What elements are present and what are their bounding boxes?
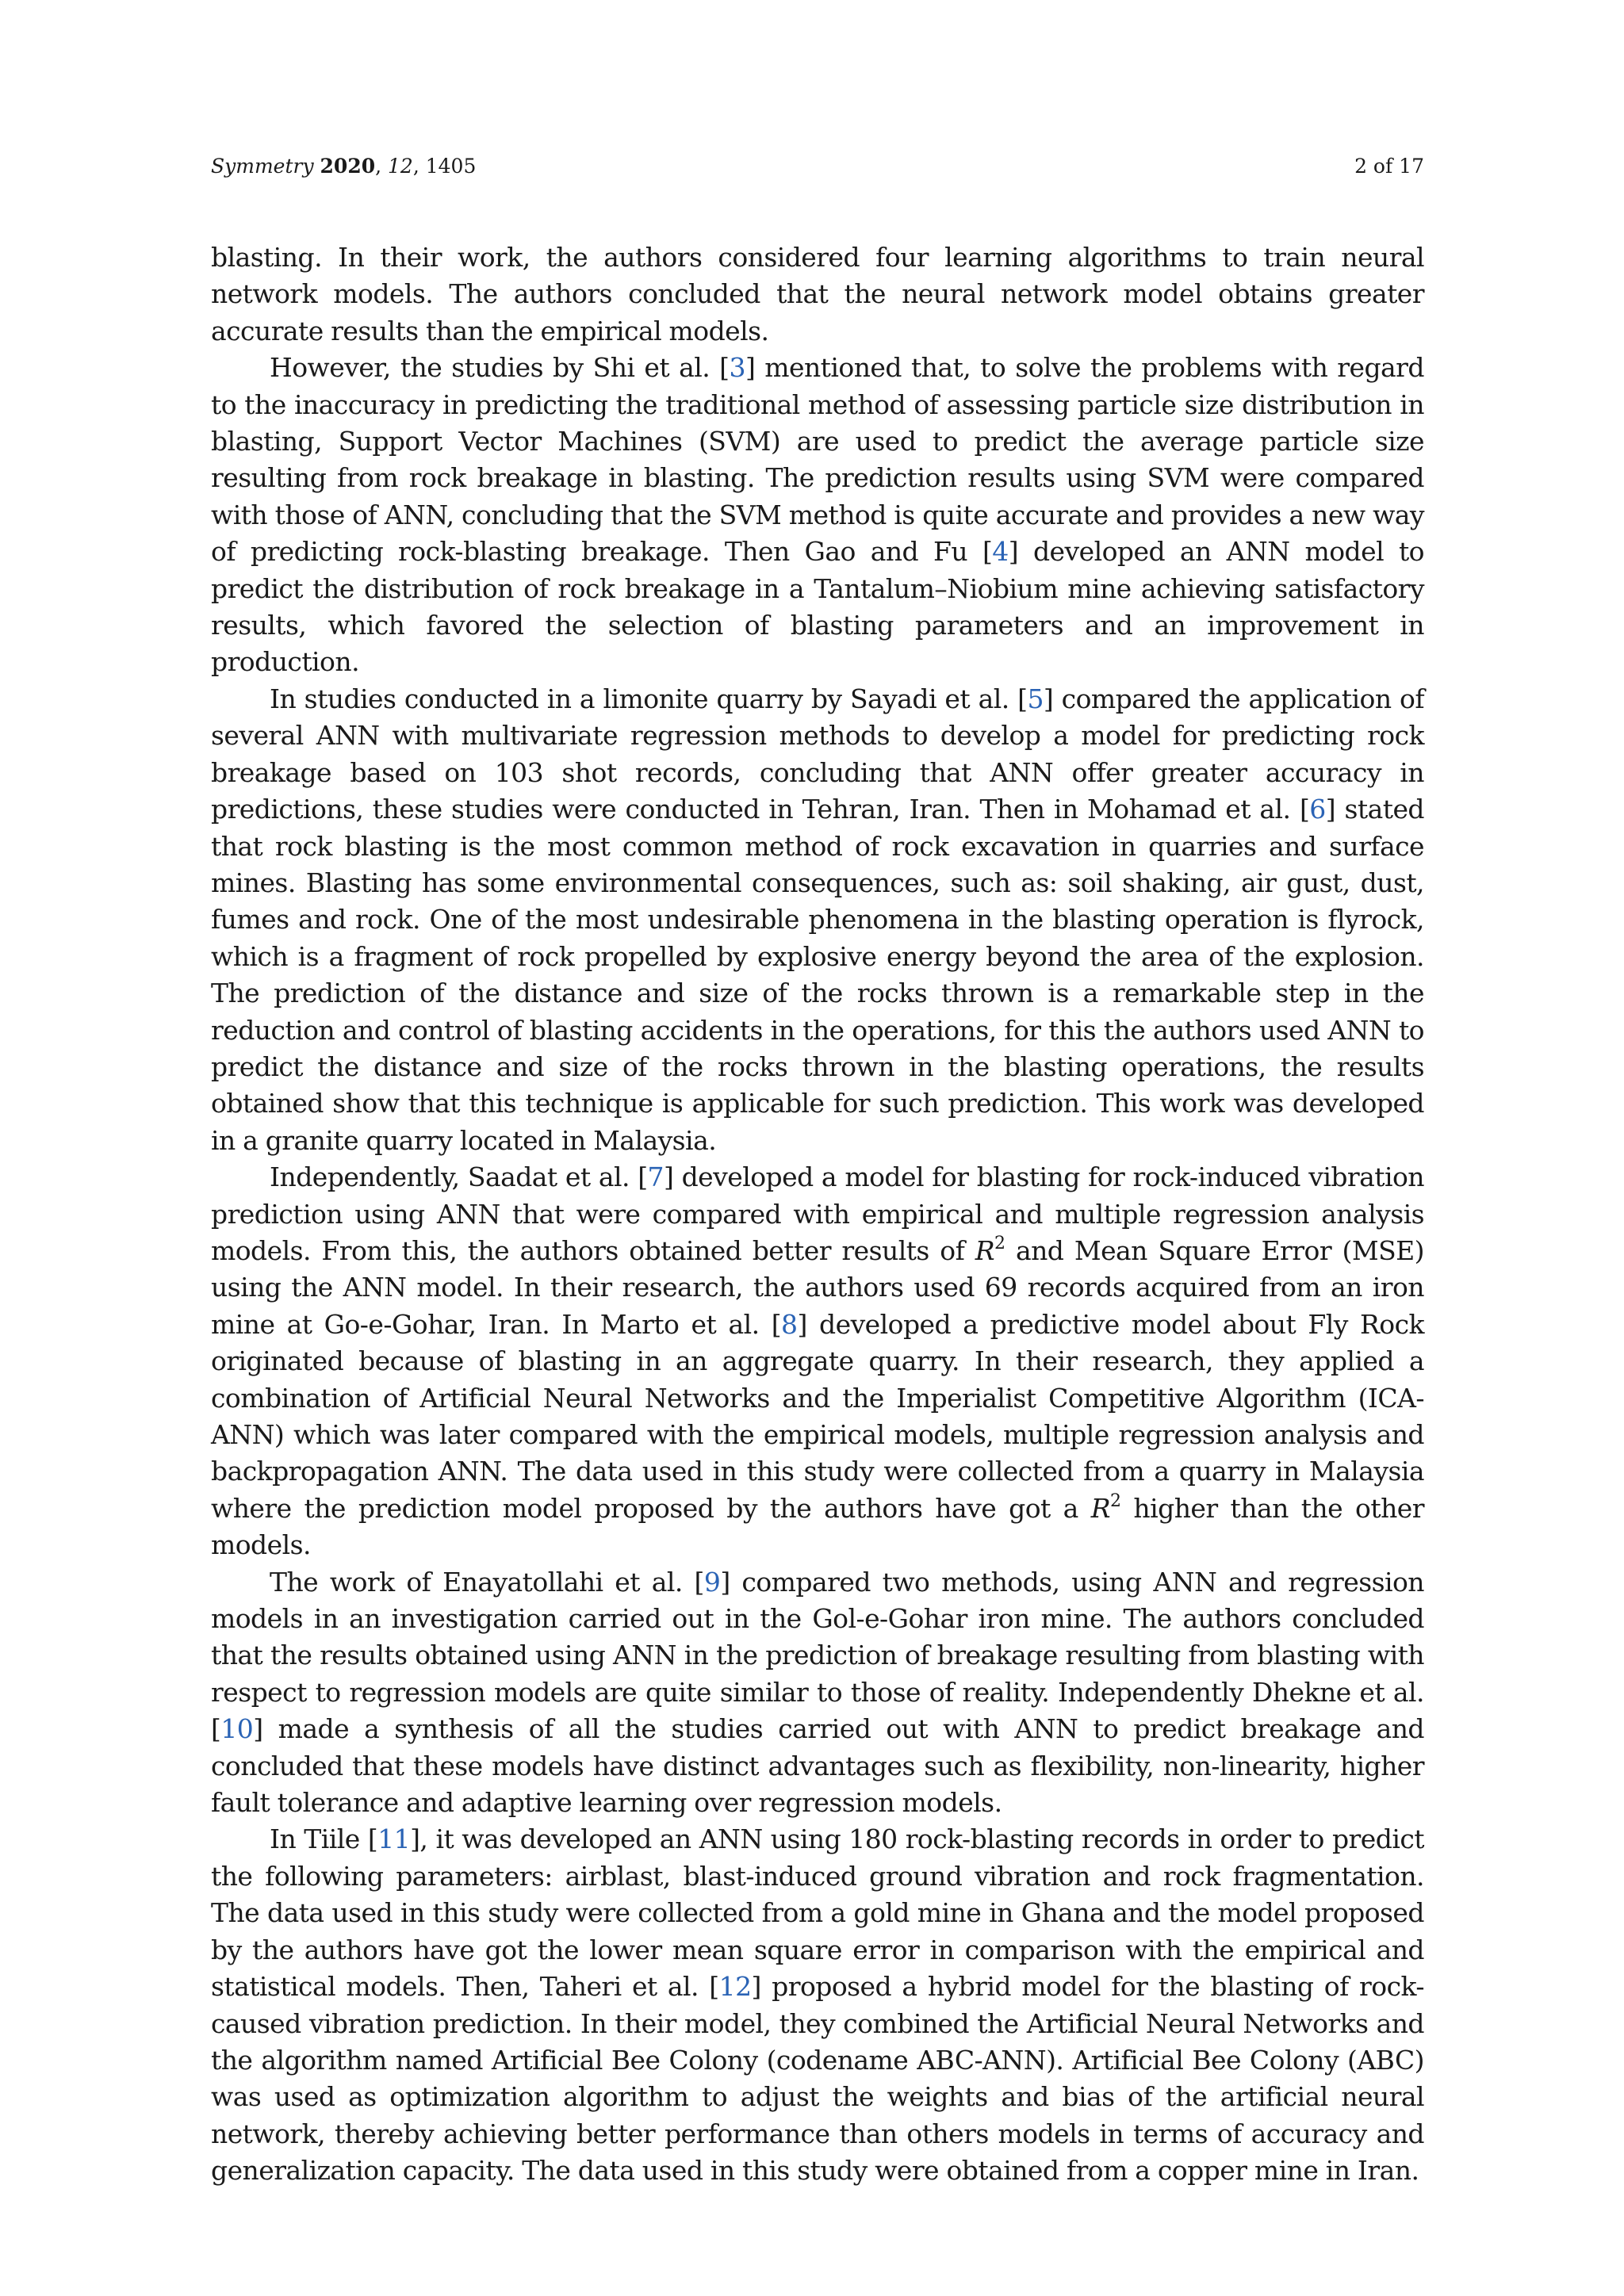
journal-name: Symmetry: [211, 155, 314, 178]
paragraph-3: [211, 681, 1424, 1159]
paragraph-text: ], it was developed an ANN using 180 rock-blasting records in order to predict the following parameters: airblast, blast-induced ground vibration and rock fragmentation. The data used in this study were collected from a gold mine in Ghana and the model proposed by the authors have got the lower mean square error in comparison with the empirical and statistical models. Then, Taheri et al. [: [211, 1823, 1424, 2003]
paragraph-4: [211, 1159, 1424, 1563]
paragraph-text: higher than the other models.: [211, 1492, 1424, 1561]
paragraph-1: [211, 239, 1424, 350]
paragraph-text: ] developed a model for blasting for rock-induced vibration prediction using ANN that were compared with empirical and multiple regression analysis models. From this, the authors obtained better results of: [211, 1161, 1424, 1266]
citation-link[interactable]: 9: [703, 1566, 721, 1598]
citation-link[interactable]: 3: [729, 352, 745, 384]
paragraph-text: However, the studies by Shi et al. [: [270, 352, 730, 384]
citation-link[interactable]: 5: [1027, 683, 1044, 714]
paragraph-6: [211, 1821, 1424, 2189]
page-header: [211, 151, 1424, 182]
paragraph-text: In studies conducted in a limonite quarry by Sayadi et al. [: [270, 683, 1028, 714]
math-exponent: 2: [994, 1233, 1005, 1253]
journal-year: 2020: [320, 155, 376, 178]
citation-link[interactable]: 12: [718, 1971, 752, 2003]
math-r-squared: R: [975, 1234, 995, 1266]
paragraph-text: ] made a synthesis of all the studies carried out with ANN to predict breakage and concluded that these models have distinct advantages such as flexibility, non-linearity, higher fault tolerance and adaptive learning over regression models.: [211, 1713, 1424, 1819]
paragraph-text: ] proposed a hybrid model for the blasting of rock-caused vibration prediction. In their model, they combined the Artificial Neural Networks and the algorithm named Artificial Bee Colony (codename ABC-ANN). Artificial Bee Colony (ABC) was used as optimization algorithm to adjust the weights and bias of the artificial neural network, thereby achieving better performance than others models in terms of accuracy and generalization capacity. The data used in this study were obtained from a copper mine in Iran.: [211, 1971, 1424, 2187]
paragraph-text: ] mentioned that, to solve the problems with regard to the inaccuracy in predicting the traditional method of assessing particle size distribution in blasting, Support Vector Machines (SVM) are used to predict the average particle size resulting from rock breakage in blasting. The prediction results using SVM were compared with those of ANN, concluding that the SVM method is quite accurate and provides a new way of predicting rock-blasting breakage. Then Gao and Fu [: [211, 352, 1424, 568]
math-r-squared: R: [1090, 1492, 1111, 1524]
citation-link[interactable]: 7: [647, 1161, 664, 1193]
paragraph-text: blasting. In their work, the authors considered four learning algorithms to train neural network models. The authors concluded that the neural network model obtains greater accurate results than the empirical models.: [211, 242, 1424, 346]
citation-link[interactable]: 6: [1309, 794, 1326, 825]
paragraph-text: ] developed an ANN model to predict the distribution of rock breakage in a Tantalum–Niobium mine achieving satisfactory results, which favored the selection of blasting parameters and an improvement in production.: [211, 536, 1424, 678]
math-exponent: 2: [1110, 1490, 1121, 1511]
paragraph-text: ] compared two methods, using ANN and regression models in an investigation carried out in the Gol-e-Gohar iron mine. The authors concluded that the results obtained using ANN in the prediction of breakage resulting from blasting with respect to regression models are quite similar to those of reality. Independently Dhekne et al. [: [211, 1566, 1424, 1745]
citation-link[interactable]: 11: [377, 1823, 411, 1855]
article-number: 1405: [425, 155, 477, 178]
journal-volume: 12: [388, 155, 413, 178]
paragraph-text: and Mean Square Error (MSE) using the ANN model. In their research, the authors used 69 records acquired from an iron mine at Go-e-Gohar, Iran. In Marto et al. [: [211, 1234, 1425, 1340]
body-text: [211, 239, 1424, 2190]
paragraph-text: ] stated that rock blasting is the most common method of rock excavation in quarries and surface mines. Blasting has some environmental consequences, such as: soil shaking, air gust, dust, fumes and rock. One of the most undesirable phenomena in the blasting operation is flyrock, which is a fragment of rock propelled by explosive energy beyond the area of the explosion. The prediction of the distance and size of the rocks thrown is a remarkable step in the reduction and control of blasting accidents in the operations, for this the authors used ANN to predict the distance and size of the rocks thrown in the blasting operations, the results obtained show that this technique is applicable for such prediction. This work was developed in a granite quarry located in Malaysia.: [211, 794, 1424, 1156]
citation-link[interactable]: 8: [781, 1308, 798, 1340]
paragraph-text: ] compared the application of several ANN with multivariate regression methods to develop a model for predicting rock breakage based on 103 shot records, concluding that ANN offer greater accuracy in predictions, these studies were conducted in Tehran, Iran. Then in Mohamad et al. [: [211, 683, 1424, 825]
paragraph-text: Independently, Saadat et al. [: [270, 1161, 648, 1193]
paragraph-text: In Tiile [: [270, 1823, 378, 1855]
citation-link[interactable]: 10: [220, 1713, 254, 1745]
paragraph-2: [211, 350, 1424, 681]
paragraph-text: The work of Enayatollahi et al. [: [270, 1566, 704, 1598]
journal-citation: Symmetry 2020, 12, 1405: [211, 155, 477, 178]
paragraph-5: [211, 1564, 1424, 1822]
citation-link[interactable]: 4: [992, 536, 1009, 568]
page-number: 2 of 17: [1354, 155, 1424, 178]
paragraph-text: ] developed a predictive model about Fly Rock originated because of blasting in an aggregate quarry. In their research, they applied a combination of Artificial Neural Networks and the Imperialist Competitive Algorithm (ICA-ANN) which was later compared with the empirical models, multiple regression analysis and backpropagation ANN. The data used in this study were collected from a quarry in Malaysia where the prediction model proposed by the authors have got a: [211, 1308, 1424, 1524]
